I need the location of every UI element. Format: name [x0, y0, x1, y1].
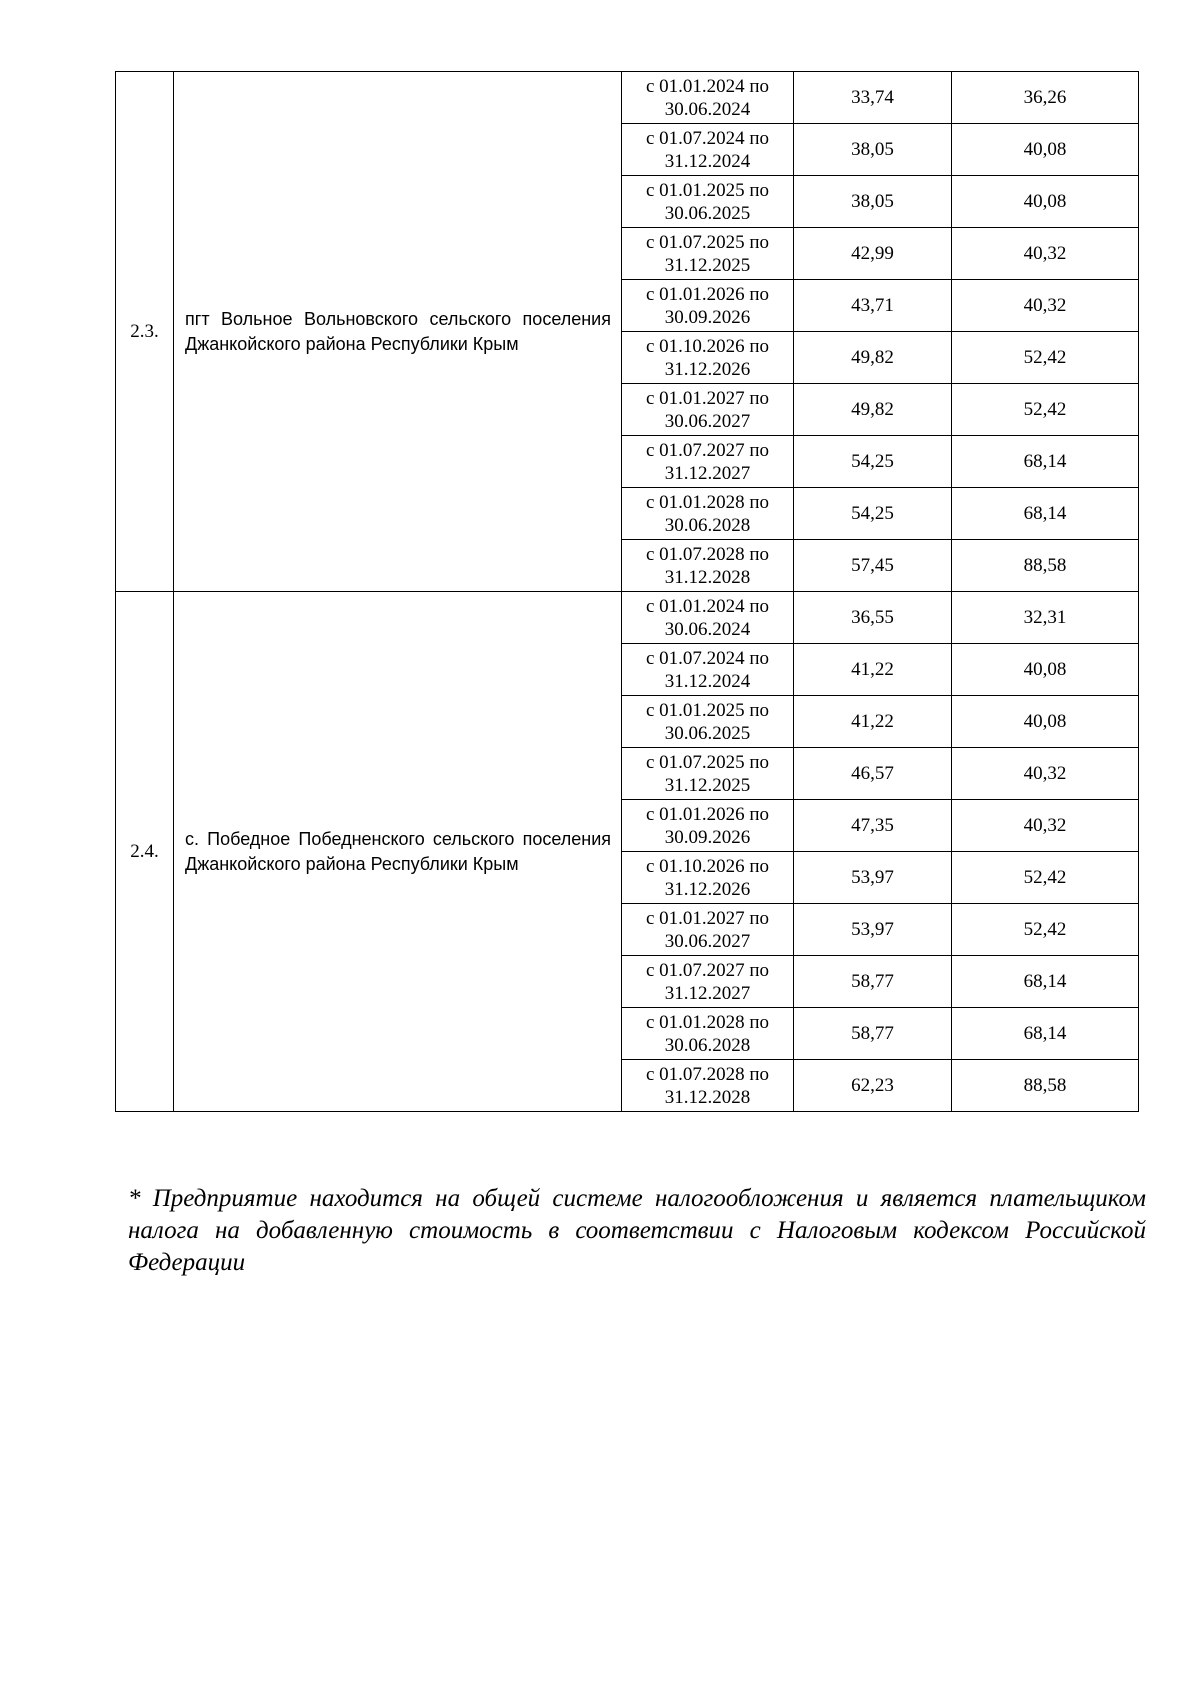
tariff-value-2: 68,14	[952, 956, 1139, 1008]
period-start: с 01.01.2024 по	[645, 596, 770, 617]
tariff-value-2: 36,26	[952, 72, 1139, 124]
period-end: 31.12.2027	[664, 983, 751, 1004]
tariff-value-1: 38,05	[794, 124, 952, 176]
tariff-value-1: 43,71	[794, 280, 952, 332]
period-start: с 01.07.2025 по	[645, 232, 770, 253]
period-cell	[622, 956, 794, 1008]
tariff-value-2: 32,31	[952, 592, 1139, 644]
period-cell	[622, 592, 794, 644]
period-cell	[622, 176, 794, 228]
period-start: с 01.10.2026 по	[645, 336, 770, 357]
period-cell	[622, 488, 794, 540]
tariff-value-2: 68,14	[952, 488, 1139, 540]
tariff-value-1: 33,74	[794, 72, 952, 124]
period-start: с 01.07.2028 по	[645, 544, 770, 565]
tariff-value-2: 40,08	[952, 696, 1139, 748]
tariff-value-1: 57,45	[794, 540, 952, 592]
group-number: 2.4.	[116, 592, 174, 1112]
period-end: 31.12.2024	[664, 671, 751, 692]
tariff-value-2: 40,32	[952, 228, 1139, 280]
tariff-value-2: 40,08	[952, 176, 1139, 228]
tariff-value-2: 52,42	[952, 332, 1139, 384]
tariff-value-1: 54,25	[794, 488, 952, 540]
tariff-value-2: 88,58	[952, 1060, 1139, 1112]
period-start: с 01.01.2028 по	[645, 492, 770, 513]
period-end: 31.12.2026	[664, 359, 751, 380]
period-cell	[622, 280, 794, 332]
period-end: 31.12.2025	[664, 775, 751, 796]
period-cell	[622, 436, 794, 488]
tariff-value-1: 62,23	[794, 1060, 952, 1112]
period-end: 30.06.2028	[664, 1035, 751, 1056]
period-end: 30.06.2028	[664, 515, 751, 536]
tariff-value-1: 49,82	[794, 332, 952, 384]
tariff-value-1: 36,55	[794, 592, 952, 644]
period-cell	[622, 644, 794, 696]
tariff-value-1: 49,82	[794, 384, 952, 436]
tariff-table	[115, 71, 1139, 1112]
tariff-value-2: 40,08	[952, 124, 1139, 176]
group-number: 2.3.	[116, 72, 174, 592]
period-cell	[622, 1060, 794, 1112]
period-end: 30.06.2025	[664, 723, 751, 744]
period-cell	[622, 332, 794, 384]
tariff-value-2: 68,14	[952, 436, 1139, 488]
period-end: 30.06.2027	[664, 411, 751, 432]
period-end: 31.12.2024	[664, 151, 751, 172]
period-cell	[622, 748, 794, 800]
tariff-value-2: 52,42	[952, 384, 1139, 436]
tariff-value-1: 58,77	[794, 956, 952, 1008]
period-cell	[622, 124, 794, 176]
period-start: с 01.01.2027 по	[645, 908, 770, 929]
tariff-value-1: 58,77	[794, 1008, 952, 1060]
period-end: 30.06.2024	[664, 99, 751, 120]
period-cell	[622, 800, 794, 852]
period-start: с 01.01.2024 по	[645, 76, 770, 97]
tariff-value-1: 41,22	[794, 696, 952, 748]
period-cell	[622, 72, 794, 124]
tariff-value-1: 54,25	[794, 436, 952, 488]
period-end: 31.12.2027	[664, 463, 751, 484]
period-start: с 01.07.2024 по	[645, 648, 770, 669]
period-start: с 01.07.2027 по	[645, 440, 770, 461]
period-end: 30.06.2027	[664, 931, 751, 952]
period-end: 31.12.2026	[664, 879, 751, 900]
period-start: с 01.01.2026 по	[645, 804, 770, 825]
tariff-value-2: 40,08	[952, 644, 1139, 696]
settlement-name: с. Победное Победненского сельского поселения Джанкойского района Республики Крым	[174, 592, 622, 1112]
tariff-value-2: 88,58	[952, 540, 1139, 592]
footnote: * Предприятие находится на общей системе налогообложения и является плательщиком налога на добавленную стоимость в соответствии с Налоговым кодексом Российской Федерации	[128, 1185, 1146, 1276]
tariff-value-2: 68,14	[952, 1008, 1139, 1060]
tariff-value-2: 52,42	[952, 852, 1139, 904]
tariff-value-1: 41,22	[794, 644, 952, 696]
tariff-table-body	[116, 72, 1139, 1112]
period-end: 30.06.2025	[664, 203, 751, 224]
tariff-value-1: 53,97	[794, 852, 952, 904]
period-end: 30.09.2026	[664, 307, 751, 328]
period-cell	[622, 384, 794, 436]
period-end: 30.06.2024	[664, 619, 751, 640]
period-start: с 01.07.2024 по	[645, 128, 770, 149]
period-start: с 01.01.2027 по	[645, 388, 770, 409]
period-cell	[622, 1008, 794, 1060]
table-row	[116, 72, 1139, 124]
settlement-name: пгт Вольное Вольновского сельского поселения Джанкойского района Республики Крым	[174, 72, 622, 592]
period-start: с 01.01.2026 по	[645, 284, 770, 305]
period-start: с 01.07.2027 по	[645, 960, 770, 981]
period-start: с 01.01.2025 по	[645, 700, 770, 721]
tariff-value-1: 47,35	[794, 800, 952, 852]
period-cell	[622, 228, 794, 280]
period-end: 31.12.2028	[664, 1087, 751, 1108]
tariff-value-1: 38,05	[794, 176, 952, 228]
tariff-value-2: 40,32	[952, 800, 1139, 852]
period-start: с 01.07.2028 по	[645, 1064, 770, 1085]
tariff-value-1: 46,57	[794, 748, 952, 800]
period-start: с 01.07.2025 по	[645, 752, 770, 773]
period-start: с 01.10.2026 по	[645, 856, 770, 877]
period-cell	[622, 852, 794, 904]
period-end: 31.12.2025	[664, 255, 751, 276]
period-cell	[622, 904, 794, 956]
tariff-value-2: 52,42	[952, 904, 1139, 956]
period-start: с 01.01.2028 по	[645, 1012, 770, 1033]
period-end: 30.09.2026	[664, 827, 751, 848]
period-cell	[622, 696, 794, 748]
period-cell	[622, 540, 794, 592]
tariff-value-1: 42,99	[794, 228, 952, 280]
table-row	[116, 592, 1139, 644]
period-start: с 01.01.2025 по	[645, 180, 770, 201]
tariff-value-1: 53,97	[794, 904, 952, 956]
tariff-value-2: 40,32	[952, 748, 1139, 800]
period-end: 31.12.2028	[664, 567, 751, 588]
tariff-value-2: 40,32	[952, 280, 1139, 332]
